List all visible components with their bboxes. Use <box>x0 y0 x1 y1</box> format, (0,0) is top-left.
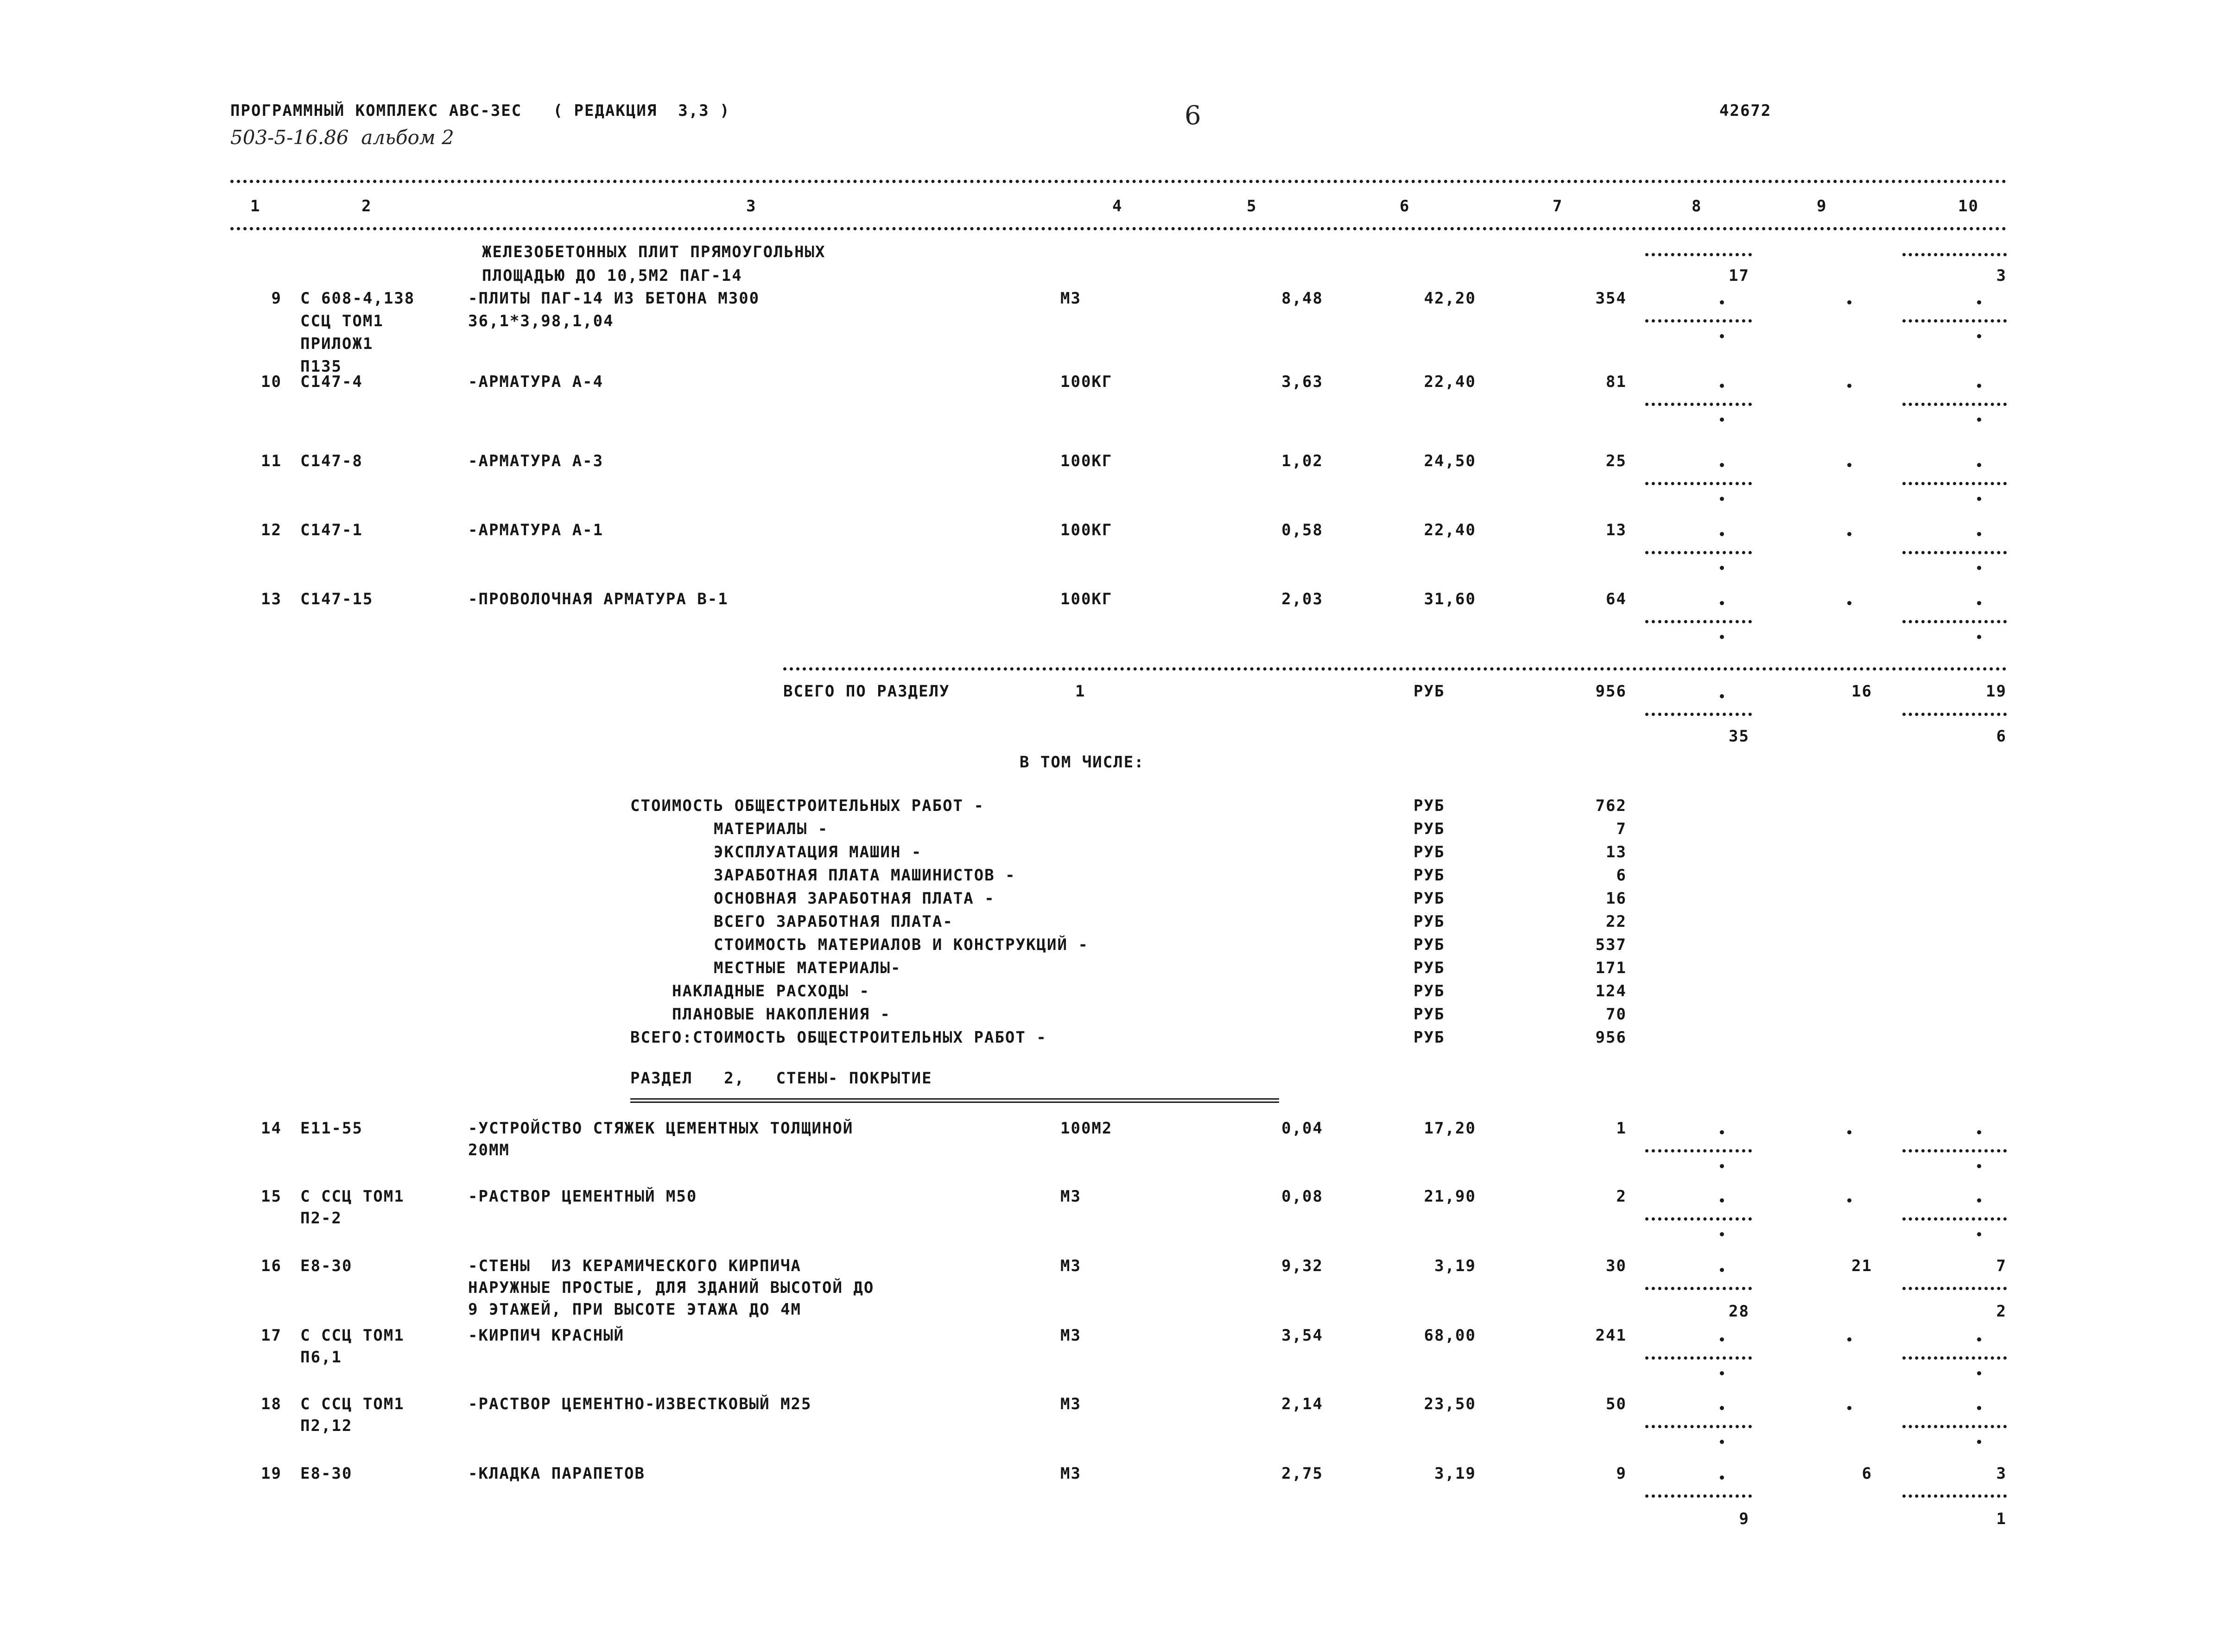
breakdown-value: 7 <box>1616 820 1627 838</box>
breakdown-unit: РУБ <box>1413 797 1445 815</box>
item-row-10-col9-dot <box>1847 384 1851 388</box>
column-header-7: 7 <box>1553 197 1563 215</box>
item-row-16-code-line: Е8-30 <box>300 1257 353 1275</box>
item-row-14-number: 14 <box>261 1119 282 1138</box>
section-total-col10: 19 <box>1986 682 2007 701</box>
item-row-14-code-line: Е11-55 <box>300 1119 363 1138</box>
item-row-18-code-line: С ССЦ ТОМ1 <box>300 1395 405 1413</box>
item-row-17-unit: М3 <box>1060 1326 1081 1345</box>
item-row-9-col8-dot-top <box>1720 300 1724 304</box>
item-row-18-total-cost: 50 <box>1606 1395 1627 1413</box>
item-row-10-code-line: С147-4 <box>300 373 363 391</box>
item-row-12-col9-dot <box>1847 532 1851 536</box>
breakdown-label: ОСНОВНАЯ ЗАРАБОТНАЯ ПЛАТА - <box>714 889 995 908</box>
item-row-15-number: 15 <box>261 1187 282 1206</box>
breakdown-unit: РУБ <box>1413 889 1445 908</box>
section-total-value: 956 <box>1595 682 1627 701</box>
item-row-13-col8-dot-bottom <box>1720 635 1724 639</box>
item-row-18-name-line: -РАСТВОР ЦЕМЕНТНО-ИЗВЕСТКОВЫЙ М25 <box>468 1395 812 1413</box>
item-row-18-col8-dot-top <box>1720 1406 1724 1410</box>
item-row-11-col8-dot-bottom <box>1720 497 1724 501</box>
item-row-19-total-cost: 9 <box>1616 1464 1627 1483</box>
item-row-11-col10-rule <box>1902 482 2007 485</box>
item-row-10-number: 10 <box>261 373 282 391</box>
item-row-17-number: 17 <box>261 1326 282 1345</box>
item-row-14-col10-dot-bottom <box>1977 1164 1981 1168</box>
item-row-19-quantity: 2,75 <box>1281 1464 1323 1483</box>
item-row-11-unit-price: 24,50 <box>1424 452 1476 470</box>
item-row-18-quantity: 2,14 <box>1281 1395 1323 1413</box>
item-row-12-col10-dot-top <box>1977 532 1981 536</box>
breakdown-label: ЗАРАБОТНАЯ ПЛАТА МАШИНИСТОВ - <box>714 866 1016 885</box>
breakdown-value: 16 <box>1606 889 1627 908</box>
item-row-16-number: 16 <box>261 1257 282 1275</box>
breakdown-label: ЭКСПЛУАТАЦИЯ МАШИН - <box>714 843 922 861</box>
item-row-15-col8-dot-bottom <box>1720 1232 1724 1236</box>
page-number: 6 <box>1185 101 1201 131</box>
item-row-13-unit: 100КГ <box>1060 590 1113 608</box>
item-row-16-quantity: 9,32 <box>1281 1257 1323 1275</box>
item-row-9-number: 9 <box>271 289 282 308</box>
item-row-12-col10-rule <box>1902 551 2007 554</box>
item-row-15-unit-price: 21,90 <box>1424 1187 1476 1206</box>
item-row-10-unit-price: 22,40 <box>1424 373 1476 391</box>
item-row-10-total-cost: 81 <box>1606 373 1627 391</box>
item-row-17-col10-dot-top <box>1977 1337 1981 1342</box>
item-row-11-number: 11 <box>261 452 282 470</box>
section-total-col10-rule <box>1902 713 2007 716</box>
item-row-14-name-line: 20ММ <box>468 1141 510 1159</box>
item-row-12-col10-dot-bottom <box>1977 566 1981 570</box>
item-row-19-col8-bottom: 9 <box>1739 1510 1749 1528</box>
item-row-18-col10-rule <box>1902 1425 2007 1428</box>
item-row-16-total-cost: 30 <box>1606 1257 1627 1275</box>
item-row-9-col10-dot-bottom <box>1977 334 1981 338</box>
item-row-19-col8-dot-top <box>1720 1475 1724 1480</box>
item-row-15-col8-rule <box>1645 1217 1752 1221</box>
item-row-9-unit: М3 <box>1060 289 1081 308</box>
item-row-18-col9-dot <box>1847 1406 1851 1410</box>
item-row-9-code-line: ПРИЛОЖ1 <box>300 335 374 353</box>
column-header-6: 6 <box>1400 197 1410 215</box>
section-2-underline <box>630 1098 1279 1103</box>
item-row-16-unit-price: 3,19 <box>1434 1257 1476 1275</box>
item-row-12-unit-price: 22,40 <box>1424 521 1476 539</box>
item-row-13-col8-dot-top <box>1720 601 1724 605</box>
column-header-10: 10 <box>1958 197 1979 215</box>
breakdown-value: 956 <box>1595 1028 1627 1047</box>
section-total-number: 1 <box>1075 682 1086 701</box>
column-header-9: 9 <box>1817 197 1827 215</box>
item-row-17-code-line: С ССЦ ТОМ1 <box>300 1326 405 1345</box>
item-row-17-total-cost: 241 <box>1595 1326 1627 1345</box>
item-row-10-name-line: -АРМАТУРА А-4 <box>468 373 604 391</box>
breakdown-value: 13 <box>1606 843 1627 861</box>
item-row-14-col10-rule <box>1902 1149 2007 1152</box>
continuation-line-1: ЖЕЛЕЗОБЕТОННЫХ ПЛИТ ПРЯМОУГОЛЬНЫХ <box>482 243 826 261</box>
column-header-4: 4 <box>1112 197 1123 215</box>
item-row-17-col10-rule <box>1902 1356 2007 1360</box>
item-row-16-unit: М3 <box>1060 1257 1081 1275</box>
item-row-16-name-line: НАРУЖНЫЕ ПРОСТЫЕ, ДЛЯ ЗДАНИЙ ВЫСОТОЙ ДО <box>468 1279 875 1297</box>
item-row-15-col9-dot <box>1847 1198 1851 1203</box>
item-row-10-col10-dot-bottom <box>1977 418 1981 422</box>
item-row-19-number: 19 <box>261 1464 282 1483</box>
item-row-14-col8-rule <box>1645 1149 1752 1152</box>
item-row-14-name-line: -УСТРОЙСТВО СТЯЖЕК ЦЕМЕНТНЫХ ТОЛЩИНОЙ <box>468 1119 854 1138</box>
item-row-12-col8-rule <box>1645 551 1752 554</box>
item-row-15-col10-dot-bottom <box>1977 1232 1981 1236</box>
item-row-12-unit: 100КГ <box>1060 521 1113 539</box>
item-row-15-quantity: 0,08 <box>1281 1187 1323 1206</box>
item-row-9-name-line: -ПЛИТЫ ПАГ-14 ИЗ БЕТОНА М300 <box>468 289 760 308</box>
breakdown-unit: РУБ <box>1413 820 1445 838</box>
column-header-1: 1 <box>250 197 261 215</box>
item-row-10-col10-dot-top <box>1977 384 1981 388</box>
item-row-19-unit: М3 <box>1060 1464 1081 1483</box>
item-row-9-quantity: 8,48 <box>1281 289 1323 308</box>
breakdown-value: 171 <box>1595 959 1627 977</box>
section-total-col8-dot <box>1720 694 1724 698</box>
column-header-5: 5 <box>1247 197 1257 215</box>
item-row-19-col10-rule <box>1902 1494 2007 1498</box>
breakdown-label: ВСЕГО ЗАРАБОТНАЯ ПЛАТА- <box>714 912 953 931</box>
document-code: 42672 <box>1719 101 1772 120</box>
item-row-12-total-cost: 13 <box>1606 521 1627 539</box>
item-row-17-col8-dot-bottom <box>1720 1371 1724 1375</box>
item-row-19-col10-value: 3 <box>1996 1464 2007 1483</box>
section-2-title: РАЗДЕЛ 2, СТЕНЫ- ПОКРЫТИЕ <box>630 1069 932 1088</box>
column-header-8: 8 <box>1692 197 1702 215</box>
item-row-18-unit-price: 23,50 <box>1424 1395 1476 1413</box>
item-row-10-unit: 100КГ <box>1060 373 1113 391</box>
breakdown-unit: РУБ <box>1413 866 1445 885</box>
section-total-col10-bottom: 6 <box>1996 727 2007 746</box>
item-row-12-code-line: С147-1 <box>300 521 363 539</box>
section-total-unit: РУБ <box>1413 682 1445 701</box>
breakdown-label: МАТЕРИАЛЫ - <box>714 820 829 838</box>
item-row-16-col10-value: 7 <box>1996 1257 2007 1275</box>
item-row-17-code-line: П6,1 <box>300 1348 342 1367</box>
item-row-10-col8-dot-bottom <box>1720 418 1724 422</box>
item-row-18-col8-rule <box>1645 1425 1752 1428</box>
item-row-9-code-line: С 608-4,138 <box>300 289 415 308</box>
item-row-16-col10-rule <box>1902 1287 2007 1290</box>
item-row-13-col10-dot-top <box>1977 601 1981 605</box>
breakdown-label: ПЛАНОВЫЕ НАКОПЛЕНИЯ - <box>672 1005 891 1024</box>
item-row-15-unit: М3 <box>1060 1187 1081 1206</box>
table-top-rule <box>230 180 2007 183</box>
item-row-11-unit: 100КГ <box>1060 452 1113 470</box>
item-row-14-col9-dot <box>1847 1130 1851 1134</box>
item-row-12-number: 12 <box>261 521 282 539</box>
item-row-18-col8-dot-bottom <box>1720 1440 1724 1444</box>
breakdown-value: 762 <box>1595 797 1627 815</box>
item-row-19-code-line: Е8-30 <box>300 1464 353 1483</box>
item-row-13-col10-dot-bottom <box>1977 635 1981 639</box>
item-row-14-quantity: 0,04 <box>1281 1119 1323 1138</box>
item-row-11-total-cost: 25 <box>1606 452 1627 470</box>
item-row-16-name-line: -СТЕНЫ ИЗ КЕРАМИЧЕСКОГО КИРПИЧА <box>468 1257 802 1275</box>
item-row-16-name-line: 9 ЭТАЖЕЙ, ПРИ ВЫСОТЕ ЭТАЖА ДО 4М <box>468 1300 802 1319</box>
item-row-19-unit-price: 3,19 <box>1434 1464 1476 1483</box>
pre-col10-value: 3 <box>1996 266 2007 285</box>
breakdown-heading: В ТОМ ЧИСЛЕ: <box>1020 753 1145 772</box>
breakdown-label: СТОИМОСТЬ ОБЩЕСТРОИТЕЛЬНЫХ РАБОТ - <box>630 797 984 815</box>
item-row-9-code-line: ССЦ ТОМ1 <box>300 312 384 330</box>
item-row-13-col8-rule <box>1645 620 1752 623</box>
item-row-9-col10-dot-top <box>1977 300 1981 304</box>
item-row-11-code-line: С147-8 <box>300 452 363 470</box>
breakdown-value: 6 <box>1616 866 1627 885</box>
item-row-13-number: 13 <box>261 590 282 608</box>
item-row-15-code-line: П2-2 <box>300 1209 342 1228</box>
item-row-13-col9-dot <box>1847 601 1851 605</box>
item-row-14-col8-dot-top <box>1720 1130 1724 1134</box>
item-row-18-unit: М3 <box>1060 1395 1081 1413</box>
item-row-10-col8-dot-top <box>1720 384 1724 388</box>
continuation-line-2: ПЛОЩАДЬЮ ДО 10,5М2 ПАГ-14 <box>482 266 742 285</box>
item-row-10-quantity: 3,63 <box>1281 373 1323 391</box>
breakdown-unit: РУБ <box>1413 1005 1445 1024</box>
pre-col10-rule <box>1902 253 2007 256</box>
section-total-col9: 16 <box>1851 682 1872 701</box>
breakdown-label: ВСЕГО:СТОИМОСТЬ ОБЩЕСТРОИТЕЛЬНЫХ РАБОТ - <box>630 1028 1047 1047</box>
item-row-13-unit-price: 31,60 <box>1424 590 1476 608</box>
item-row-12-col8-dot-bottom <box>1720 566 1724 570</box>
item-row-18-number: 18 <box>261 1395 282 1413</box>
item-row-11-name-line: -АРМАТУРА А-3 <box>468 452 604 470</box>
item-row-17-col8-rule <box>1645 1356 1752 1360</box>
item-row-19-col10-bottom: 1 <box>1996 1510 2007 1528</box>
breakdown-unit: РУБ <box>1413 982 1445 1000</box>
table-header-rule <box>230 227 2007 230</box>
item-row-16-col8-rule <box>1645 1287 1752 1290</box>
item-row-9-unit-price: 42,20 <box>1424 289 1476 308</box>
item-row-11-col8-rule <box>1645 482 1752 485</box>
breakdown-label: СТОИМОСТЬ МАТЕРИАЛОВ И КОНСТРУКЦИЙ - <box>714 936 1089 954</box>
item-row-19-col8-rule <box>1645 1494 1752 1498</box>
item-row-18-code-line: П2,12 <box>300 1417 353 1435</box>
item-row-11-quantity: 1,02 <box>1281 452 1323 470</box>
item-row-10-col8-rule <box>1645 403 1752 406</box>
section-total-col8-bottom: 35 <box>1729 727 1749 746</box>
breakdown-value: 22 <box>1606 912 1627 931</box>
item-row-15-col8-dot-top <box>1720 1198 1724 1203</box>
item-row-9-code-line: П135 <box>300 357 342 376</box>
item-row-15-col10-rule <box>1902 1217 2007 1221</box>
item-row-14-unit-price: 17,20 <box>1424 1119 1476 1138</box>
section-total-top-rule <box>783 667 2007 671</box>
item-row-17-col10-dot-bottom <box>1977 1371 1981 1375</box>
item-row-14-total-cost: 1 <box>1616 1119 1627 1138</box>
item-row-11-col8-dot-top <box>1720 463 1724 467</box>
breakdown-unit: РУБ <box>1413 959 1445 977</box>
item-row-9-name-line: 36,1*3,98,1,04 <box>468 312 614 330</box>
item-row-17-name-line: -КИРПИЧ КРАСНЫЙ <box>468 1326 625 1345</box>
pre-col8-rule <box>1645 253 1752 256</box>
item-row-9-col10-rule <box>1902 319 2007 323</box>
breakdown-value: 124 <box>1595 982 1627 1000</box>
item-row-14-unit: 100М2 <box>1060 1119 1113 1138</box>
column-header-2: 2 <box>361 197 372 215</box>
item-row-18-col10-dot-bottom <box>1977 1440 1981 1444</box>
item-row-9-col9-dot <box>1847 300 1851 304</box>
handwritten-reference: 503-5-16.86 альбом 2 <box>230 126 454 149</box>
column-header-3: 3 <box>746 197 757 215</box>
item-row-13-total-cost: 64 <box>1606 590 1627 608</box>
item-row-14-col10-dot-top <box>1977 1130 1981 1134</box>
item-row-9-total-cost: 354 <box>1595 289 1627 308</box>
program-title: ПРОГРАММНЫЙ КОМПЛЕКС АВС-3ЕС ( РЕДАКЦИЯ 3,3 ) <box>230 101 730 120</box>
breakdown-value: 537 <box>1595 936 1627 954</box>
item-row-14-col8-dot-bottom <box>1720 1164 1724 1168</box>
item-row-16-col10-bottom: 2 <box>1996 1302 2007 1321</box>
item-row-15-code-line: С ССЦ ТОМ1 <box>300 1187 405 1206</box>
item-row-15-total-cost: 2 <box>1616 1187 1627 1206</box>
item-row-17-unit-price: 68,00 <box>1424 1326 1476 1345</box>
item-row-11-col10-dot-top <box>1977 463 1981 467</box>
breakdown-label: МЕСТНЫЕ МАТЕРИАЛЫ- <box>714 959 901 977</box>
breakdown-unit: РУБ <box>1413 1028 1445 1047</box>
item-row-19-col9-value: 6 <box>1862 1464 1872 1483</box>
item-row-16-col9-value: 21 <box>1851 1257 1872 1275</box>
item-row-13-code-line: С147-15 <box>300 590 374 608</box>
item-row-16-col8-dot-top <box>1720 1268 1724 1272</box>
section-total-col8-rule <box>1645 713 1752 716</box>
breakdown-unit: РУБ <box>1413 843 1445 861</box>
item-row-15-name-line: -РАСТВОР ЦЕМЕНТНЫЙ М50 <box>468 1187 697 1206</box>
item-row-13-name-line: -ПРОВОЛОЧНАЯ АРМАТУРА В-1 <box>468 590 729 608</box>
breakdown-value: 70 <box>1606 1005 1627 1024</box>
item-row-19-name-line: -КЛАДКА ПАРАПЕТОВ <box>468 1464 645 1483</box>
item-row-17-col9-dot <box>1847 1337 1851 1342</box>
item-row-13-col10-rule <box>1902 620 2007 623</box>
item-row-11-col10-dot-bottom <box>1977 497 1981 501</box>
breakdown-label: НАКЛАДНЫЕ РАСХОДЫ - <box>672 982 870 1000</box>
breakdown-unit: РУБ <box>1413 936 1445 954</box>
item-row-12-name-line: -АРМАТУРА А-1 <box>468 521 604 539</box>
item-row-10-col10-rule <box>1902 403 2007 406</box>
item-row-15-col10-dot-top <box>1977 1198 1981 1203</box>
item-row-9-col8-rule <box>1645 319 1752 323</box>
item-row-17-col8-dot-top <box>1720 1337 1724 1342</box>
item-row-13-quantity: 2,03 <box>1281 590 1323 608</box>
item-row-11-col9-dot <box>1847 463 1851 467</box>
item-row-16-col8-bottom: 28 <box>1729 1302 1749 1321</box>
pre-col8-value: 17 <box>1729 266 1749 285</box>
item-row-9-col8-dot-bottom <box>1720 334 1724 338</box>
section-total-label: ВСЕГО ПО РАЗДЕЛУ <box>783 682 950 701</box>
item-row-17-quantity: 3,54 <box>1281 1326 1323 1345</box>
item-row-18-col10-dot-top <box>1977 1406 1981 1410</box>
breakdown-unit: РУБ <box>1413 912 1445 931</box>
item-row-12-col8-dot-top <box>1720 532 1724 536</box>
item-row-12-quantity: 0,58 <box>1281 521 1323 539</box>
